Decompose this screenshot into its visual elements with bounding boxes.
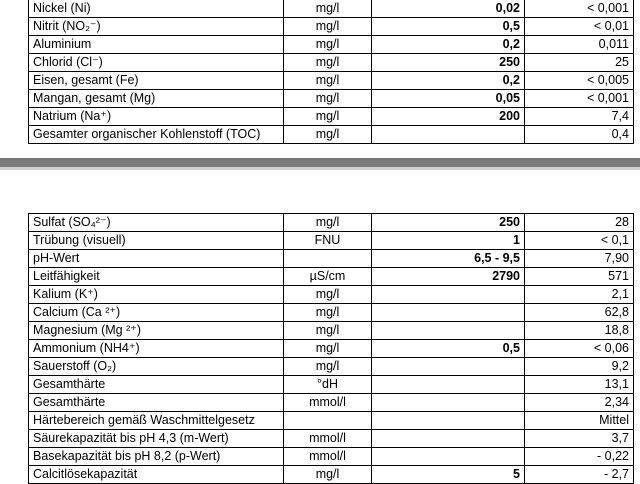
limit-cell: 2790: [372, 268, 525, 286]
table-body: [29, 0, 634, 144]
value-cell: 62,8: [525, 304, 634, 322]
limit-cell: 0,5: [372, 18, 525, 36]
value-cell: 2,1: [525, 286, 634, 304]
parameter-cell: pH-Wert: [29, 250, 284, 268]
parameter-cell: Basekapazität bis pH 8,2 (p-Wert): [29, 448, 284, 466]
limit-cell: 1: [372, 232, 525, 250]
unit-cell: mg/l: [284, 214, 372, 232]
value-cell: < 0,01: [525, 18, 634, 36]
value-cell: < 0,1: [525, 232, 634, 250]
parameter-cell: Calcium (Ca ²⁺): [29, 304, 284, 322]
parameter-cell: Magnesium (Mg ²⁺): [29, 322, 284, 340]
parameter-cell: Kalium (K⁺): [29, 286, 284, 304]
parameter-cell: Säurekapazität bis pH 4,3 (m-Wert): [29, 430, 284, 448]
value-cell: 13,1: [525, 376, 634, 394]
table-row: [29, 90, 634, 108]
value-cell: Mittel: [525, 412, 634, 430]
unit-cell: mg/l: [284, 358, 372, 376]
limit-cell: [372, 322, 525, 340]
water-analysis-table-top: [28, 0, 634, 144]
value-cell: 25: [525, 54, 634, 72]
value-cell: 571: [525, 268, 634, 286]
table-row: [29, 448, 634, 466]
parameter-cell: Gesamthärte: [29, 376, 284, 394]
limit-cell: 6,5 - 9,5: [372, 250, 525, 268]
table-body: [29, 214, 634, 484]
table-row: [29, 340, 634, 358]
limit-cell: [372, 304, 525, 322]
limit-cell: [372, 430, 525, 448]
unit-cell: mg/l: [284, 90, 372, 108]
parameter-cell: Aluminium: [29, 36, 284, 54]
unit-cell: mg/l: [284, 340, 372, 358]
parameter-cell: Natrium (Na⁺): [29, 108, 284, 126]
table-row: [29, 430, 634, 448]
table-row: [29, 466, 634, 484]
value-cell: 0,011: [525, 36, 634, 54]
value-cell: 18,8: [525, 322, 634, 340]
limit-cell: [372, 358, 525, 376]
value-cell: - 0,22: [525, 448, 634, 466]
table-row: [29, 250, 634, 268]
table-row: [29, 232, 634, 250]
table-row: [29, 108, 634, 126]
table-row: [29, 126, 634, 144]
parameter-cell: Trübung (visuell): [29, 232, 284, 250]
unit-cell: mg/l: [284, 466, 372, 484]
parameter-cell: Gesamter organischer Kohlenstoff (TOC): [29, 126, 284, 144]
unit-cell: mmol/l: [284, 430, 372, 448]
value-cell: 7,90: [525, 250, 634, 268]
unit-cell: [284, 412, 372, 430]
table-row: [29, 0, 634, 18]
table-row: [29, 304, 634, 322]
limit-cell: 5: [372, 466, 525, 484]
limit-cell: 0,2: [372, 36, 525, 54]
value-cell: 0,4: [525, 126, 634, 144]
table-row: [29, 322, 634, 340]
water-analysis-table-bottom: [28, 213, 634, 484]
limit-cell: [372, 376, 525, 394]
limit-cell: [372, 126, 525, 144]
limit-cell: [372, 286, 525, 304]
unit-cell: mg/l: [284, 126, 372, 144]
unit-cell: FNU: [284, 232, 372, 250]
value-cell: 28: [525, 214, 634, 232]
parameter-cell: Nitrit (NO₂⁻): [29, 18, 284, 36]
limit-cell: [372, 412, 525, 430]
unit-cell: mmol/l: [284, 448, 372, 466]
limit-cell: [372, 448, 525, 466]
parameter-cell: Ammonium (NH4⁺): [29, 340, 284, 358]
parameter-cell: Chlorid (Cl⁻): [29, 54, 284, 72]
page-break-shadow: [0, 167, 640, 170]
unit-cell: °dH: [284, 376, 372, 394]
limit-cell: 0,02: [372, 0, 525, 18]
unit-cell: mg/l: [284, 36, 372, 54]
value-cell: 2,34: [525, 394, 634, 412]
limit-cell: 250: [372, 214, 525, 232]
value-cell: - 2,7: [525, 466, 634, 484]
unit-cell: mg/l: [284, 108, 372, 126]
parameter-cell: Mangan, gesamt (Mg): [29, 90, 284, 108]
value-cell: 9,2: [525, 358, 634, 376]
unit-cell: [284, 250, 372, 268]
limit-cell: 200: [372, 108, 525, 126]
table-row: [29, 268, 634, 286]
table-row: [29, 286, 634, 304]
parameter-cell: Calcitlösekapazität: [29, 466, 284, 484]
limit-cell: 0,2: [372, 72, 525, 90]
parameter-cell: Eisen, gesamt (Fe): [29, 72, 284, 90]
unit-cell: mg/l: [284, 286, 372, 304]
page-break-divider: [0, 158, 640, 167]
value-cell: < 0,06: [525, 340, 634, 358]
table-row: [29, 54, 634, 72]
table-row: [29, 412, 634, 430]
limit-cell: [372, 394, 525, 412]
table-row: [29, 18, 634, 36]
limit-cell: 0,5: [372, 340, 525, 358]
unit-cell: mg/l: [284, 0, 372, 18]
value-cell: < 0,001: [525, 90, 634, 108]
table-row: [29, 36, 634, 54]
limit-cell: 0,05: [372, 90, 525, 108]
parameter-cell: Sauerstoff (O₂): [29, 358, 284, 376]
unit-cell: mg/l: [284, 18, 372, 36]
unit-cell: mg/l: [284, 304, 372, 322]
table-row: [29, 72, 634, 90]
table-row: [29, 376, 634, 394]
value-cell: < 0,001: [525, 0, 634, 18]
table-row: [29, 358, 634, 376]
value-cell: 7,4: [525, 108, 634, 126]
value-cell: 3,7: [525, 430, 634, 448]
parameter-cell: Härtebereich gemäß Waschmittelgesetz: [29, 412, 284, 430]
parameter-cell: Gesamthärte: [29, 394, 284, 412]
parameter-cell: Leitfähigkeit: [29, 268, 284, 286]
unit-cell: mg/l: [284, 72, 372, 90]
unit-cell: mg/l: [284, 54, 372, 72]
parameter-cell: Nickel (Ni): [29, 0, 284, 18]
parameter-cell: Sulfat (SO₄²⁻): [29, 214, 284, 232]
table-row: [29, 394, 634, 412]
unit-cell: mmol/l: [284, 394, 372, 412]
unit-cell: mg/l: [284, 322, 372, 340]
value-cell: < 0,005: [525, 72, 634, 90]
unit-cell: µS/cm: [284, 268, 372, 286]
table-row: [29, 214, 634, 232]
limit-cell: 250: [372, 54, 525, 72]
